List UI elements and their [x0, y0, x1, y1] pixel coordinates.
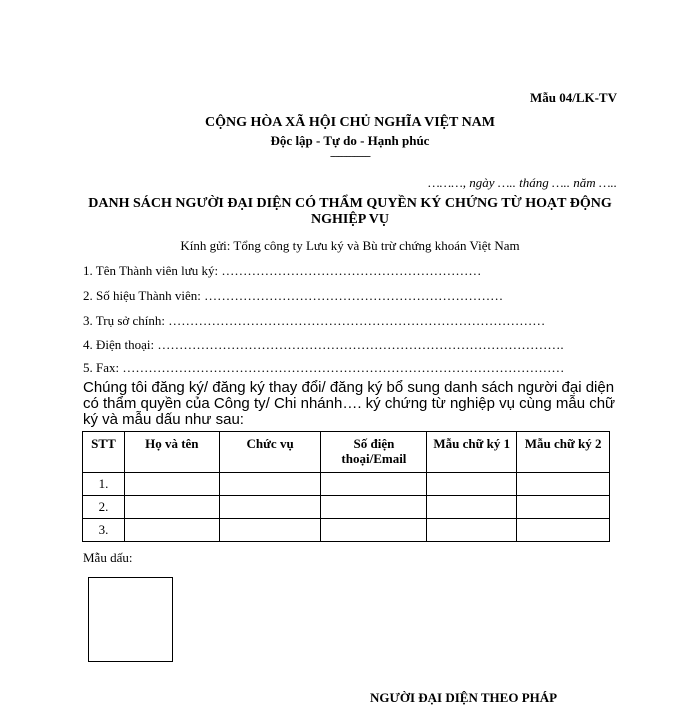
signer-heading: NGƯỜI ĐẠI DIỆN THEO PHÁP [370, 690, 558, 705]
seal-label: Mẫu dấu: [83, 550, 133, 565]
form-code: Mẫu 04/LK-TV [529, 90, 617, 105]
table-row [83, 496, 610, 519]
field-member-code: 2. Số hiệu Thành viên: …………………………………………………………… [83, 288, 504, 303]
motto: Độc lập - Tự do - Hạnh phúc [270, 133, 430, 148]
signatory-table [82, 431, 610, 542]
row-number: 1. [83, 473, 125, 496]
cell-full-name [124, 496, 219, 519]
field-fax: 5. Fax: ………………………………………………………………………………………… [83, 360, 565, 375]
cell-signature-2 [517, 473, 610, 496]
seal-box [88, 577, 173, 662]
cell-position [219, 496, 321, 519]
header-position: Chức vụ [219, 432, 321, 473]
cell-full-name [124, 519, 219, 542]
cell-position [219, 473, 321, 496]
table-row [83, 473, 610, 496]
header-full-name: Họ và tên [124, 432, 219, 473]
divider-rule: --------------- [330, 150, 370, 162]
header-phone-email: Số điện thoại/Email [321, 432, 427, 473]
cell-full-name [124, 473, 219, 496]
header-stt: STT [83, 432, 125, 473]
registration-paragraph: Chúng tôi đăng ký/ đăng ký thay đổi/ đăng ký bổ sung danh sách người đại diện có thẩm quyền của Công ty/ Chi nhánh…. ký chứng từ nghiệp vụ cùng mẫu chữ ký và mẫu dấu như sau: [83, 379, 616, 428]
field-head-office: 3. Trụ sở chính: …………………………………………………………………………… [83, 313, 546, 328]
field-member-name: 1. Tên Thành viên lưu ký: …………………………………………………… [83, 263, 482, 278]
cell-signature-1 [427, 519, 517, 542]
header-signature-1: Mẫu chữ ký 1 [427, 432, 517, 473]
row-number: 3. [83, 519, 125, 542]
recipient-line: Kính gửi: Tổng công ty Lưu ký và Bù trừ chứng khoán Việt Nam [180, 238, 520, 253]
cell-signature-2 [517, 519, 610, 542]
cell-signature-1 [427, 496, 517, 519]
cell-phone-email [321, 473, 427, 496]
date-line: ………, ngày ….. tháng ….. năm ….. [428, 175, 617, 190]
cell-signature-1 [427, 473, 517, 496]
table-header-row [83, 432, 610, 473]
table-row [83, 519, 610, 542]
row-number: 2. [83, 496, 125, 519]
cell-phone-email [321, 519, 427, 542]
cell-signature-2 [517, 496, 610, 519]
cell-position [219, 519, 321, 542]
document-title: DANH SÁCH NGƯỜI ĐẠI DIỆN CÓ THẨM QUYỀN KÝ CHỨNG TỪ HOẠT ĐỘNG NGHIỆP VỤ [88, 196, 612, 227]
header-signature-2: Mẫu chữ ký 2 [517, 432, 610, 473]
nation-heading: CỘNG HÒA XÃ HỘI CHỦ NGHĨA VIỆT NAM [204, 115, 495, 130]
field-phone: 4. Điện thoại: …………………………………………………………………………………. [83, 337, 564, 352]
cell-phone-email [321, 496, 427, 519]
